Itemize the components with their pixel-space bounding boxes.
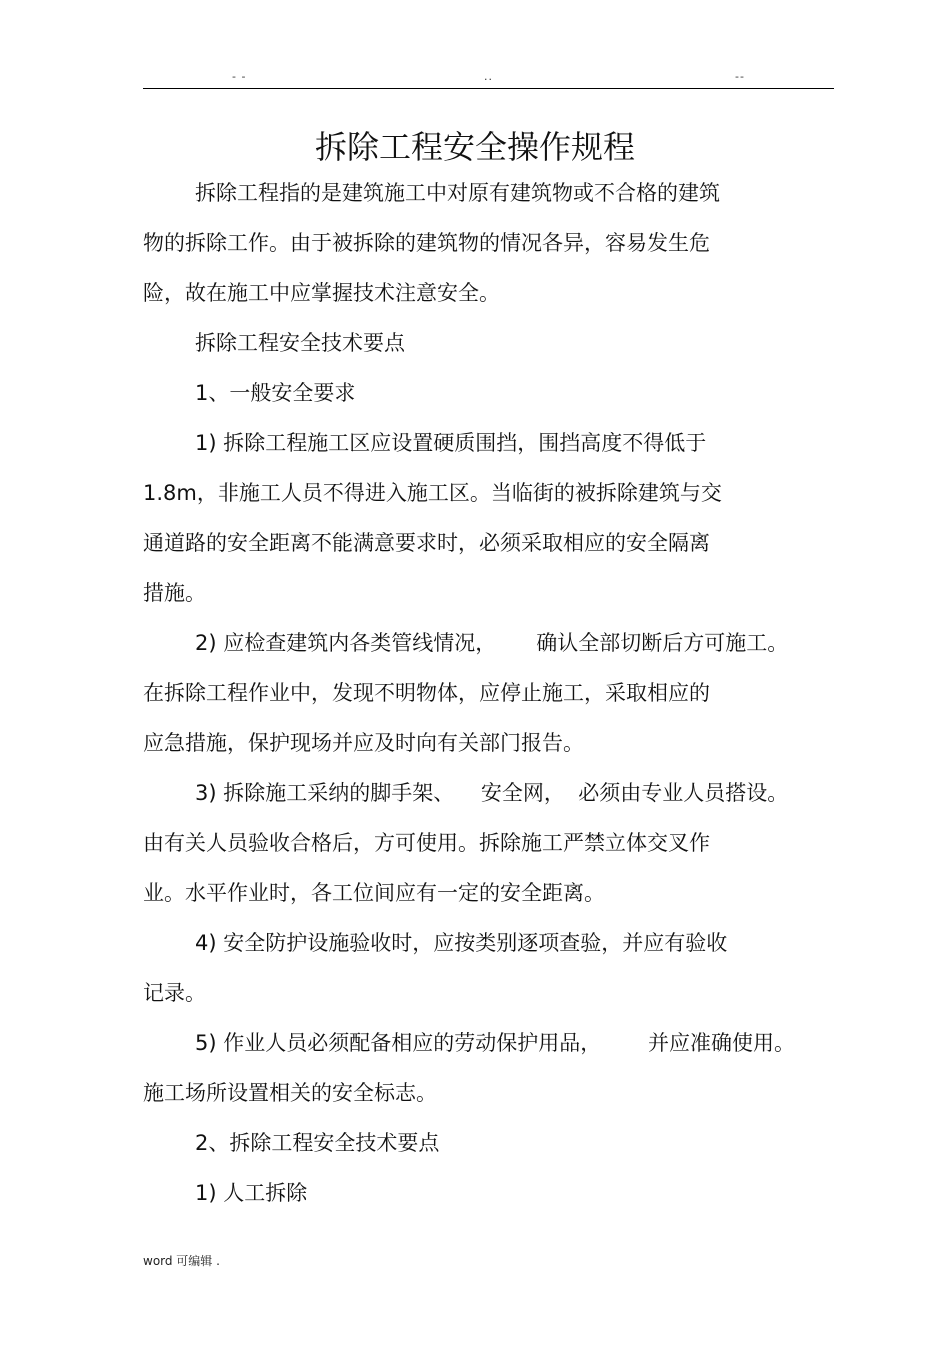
body-line: 在拆除工程作业中，发现不明物体，应停止施工，采取相应的 <box>143 681 710 705</box>
body-line: 险，故在施工中应掌握技术注意安全。 <box>143 281 500 305</box>
body-line: 物的拆除工作。由于被拆除的建筑物的情况各异，容易发生危 <box>143 231 710 255</box>
body-line: 通道路的安全距离不能满意要求时，必须采取相应的安全隔离 <box>143 531 710 555</box>
body-line: 3) 拆除施工采纳的脚手架、 安全网， 必须由专业人员搭设。 <box>195 781 789 805</box>
body-line: 应急措施，保护现场并应及时向有关部门报告。 <box>143 731 584 755</box>
body-line: 拆除工程指的是建筑施工中对原有建筑物或不合格的建筑 <box>195 181 720 205</box>
header-center-mark: .. <box>484 70 493 83</box>
subsection-heading: 1) 人工拆除 <box>195 1181 308 1205</box>
body-line: 由有关人员验收合格后，方可使用。拆除施工严禁立体交叉作 <box>143 831 710 855</box>
section-heading: 2、拆除工程安全技术要点 <box>195 1131 440 1155</box>
body-line: 1.8m，非施工人员不得进入施工区。当临街的被拆除建筑与交 <box>143 481 722 505</box>
body-line: 措施。 <box>143 581 206 605</box>
header-left-mark: - - <box>232 70 247 83</box>
body-line: 4) 安全防护设施验收时，应按类别逐项查验，并应有验收 <box>195 931 728 955</box>
body-line: 2) 应检查建筑内各类管线情况， 确认全部切断后方可施工。 <box>195 631 789 655</box>
body-line: 施工场所设置相关的安全标志。 <box>143 1081 437 1105</box>
body-line: 业。水平作业时，各工位间应有一定的安全距离。 <box>143 881 605 905</box>
body-line: 5) 作业人员必须配备相应的劳动保护用品， 并应准确使用。 <box>195 1031 795 1055</box>
footer-note: word 可编辑 . <box>143 1254 220 1268</box>
body-line: 1) 拆除工程施工区应设置硬质围挡，围挡高度不得低于 <box>195 431 707 455</box>
page-title: 拆除工程安全操作规程 <box>314 128 635 166</box>
header-rule <box>143 88 834 89</box>
section-heading: 1、一般安全要求 <box>195 381 356 405</box>
section-heading: 拆除工程安全技术要点 <box>195 331 405 355</box>
body-line: 记录。 <box>143 981 206 1005</box>
header-right-mark: -- <box>735 70 745 83</box>
